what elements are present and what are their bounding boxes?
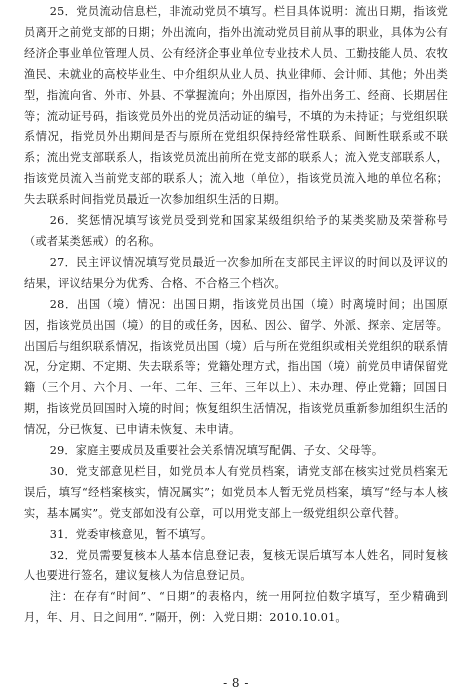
paragraph-25-mobility-info: 25．党员流动信息栏，非流动党员不填写。栏目具体说明：流出日期，指该党员离开之前党支部的日期；外出流向，指外出流动党员目前从事的职业，具体为公有经济企事业单位管理人员、公有经济企事业单位专业技术人员、工勤技能人员、农牧渔民、未就业的高校毕业生、中介组织从业人员、执业律师、会计师、其他；外出类型，指流向省、外市、外县、不掌握流向；外出原因，指外出务工、经商、长期居住等；流动证号码，指该党员外出的党员活动证的编号，不填的为未持证；与党组织联系情况，指党员外出期间是否与原所在党组织保持经常性联系、间断性联系或不联系；流出党支部联系人，指该党员流出前所在党支部的联系人；流入党支部联系人，指该党员流入当前党支部的联系人；流入地（单位），指该党员流入地的单位名称；失去联系时间指党员最近一次参加组织生活的日期。 — [24, 5, 448, 207]
paragraph-26-rewards: 26．奖惩情况填写该党员受到党和国家某级组织给予的某类奖励及荣誉称号（或者某类惩戒）的名称。 — [24, 214, 448, 248]
paragraph-30-branch-opinion: 30．党支部意见栏目，如党员本人有党员档案，请党支部在核实过党员档案无误后，填写“经档案核实，情况属实”；如党员本人暂无党员档案，填写“经与本人核实，基本属实”。党支部如没有公章，可以用党支部上一级党组织公章代替。 — [24, 464, 448, 520]
paragraph-32-self-check: 32．党员需要复核本人基本信息登记表，复核无误后填写本人姓名，同时复核人也要进行签名，建议复核人为信息登记员。 — [24, 548, 448, 583]
page-number: - 8 - — [223, 676, 249, 690]
paragraph-29-family-members: 29．家庭主要成员及重要社会关系情况填写配偶、子女、父母等。 — [49, 444, 384, 458]
paragraph-note-date-format: 注：在存有“时间”、“日期”的表格内，统一用阿拉伯数字填写，至少精确到月，年、月、日之间用“．”隔开，例：入党日期：2010.10.01。 — [24, 590, 448, 625]
paragraph-28-going-abroad: 28．出国（境）情况：出国日期，指该党员出国（境）时离境时间；出国原因，指该党员出国（境）的目的或任务，因私、因公、留学、外派、探亲、定居等。出国后与组织联系情况，指该党员出国（境）后与所在党组织或相关党组织的联系情况，分定期、不定期、失去联系等；党籍处理方式，指出国（境）前党员申请保留党籍（三个月、六个月、一年、二年、三年、三年以上）、未办理、停止党籍；回国日期，指该党员回国时入境的时间；恢复组织生活情况，指该党员重新参加组织生活的情况，分已恢复、已申请未恢复、未申请。 — [24, 297, 448, 437]
paragraph-27-democratic-review: 27．民主评议情况填写党员最近一次参加所在支部民主评议的时间以及评议的结果，评议结果分为优秀、合格、不合格三个档次。 — [24, 255, 448, 290]
paragraph-31-committee-review: 31．党委审核意见，暂不填写。 — [49, 527, 213, 541]
